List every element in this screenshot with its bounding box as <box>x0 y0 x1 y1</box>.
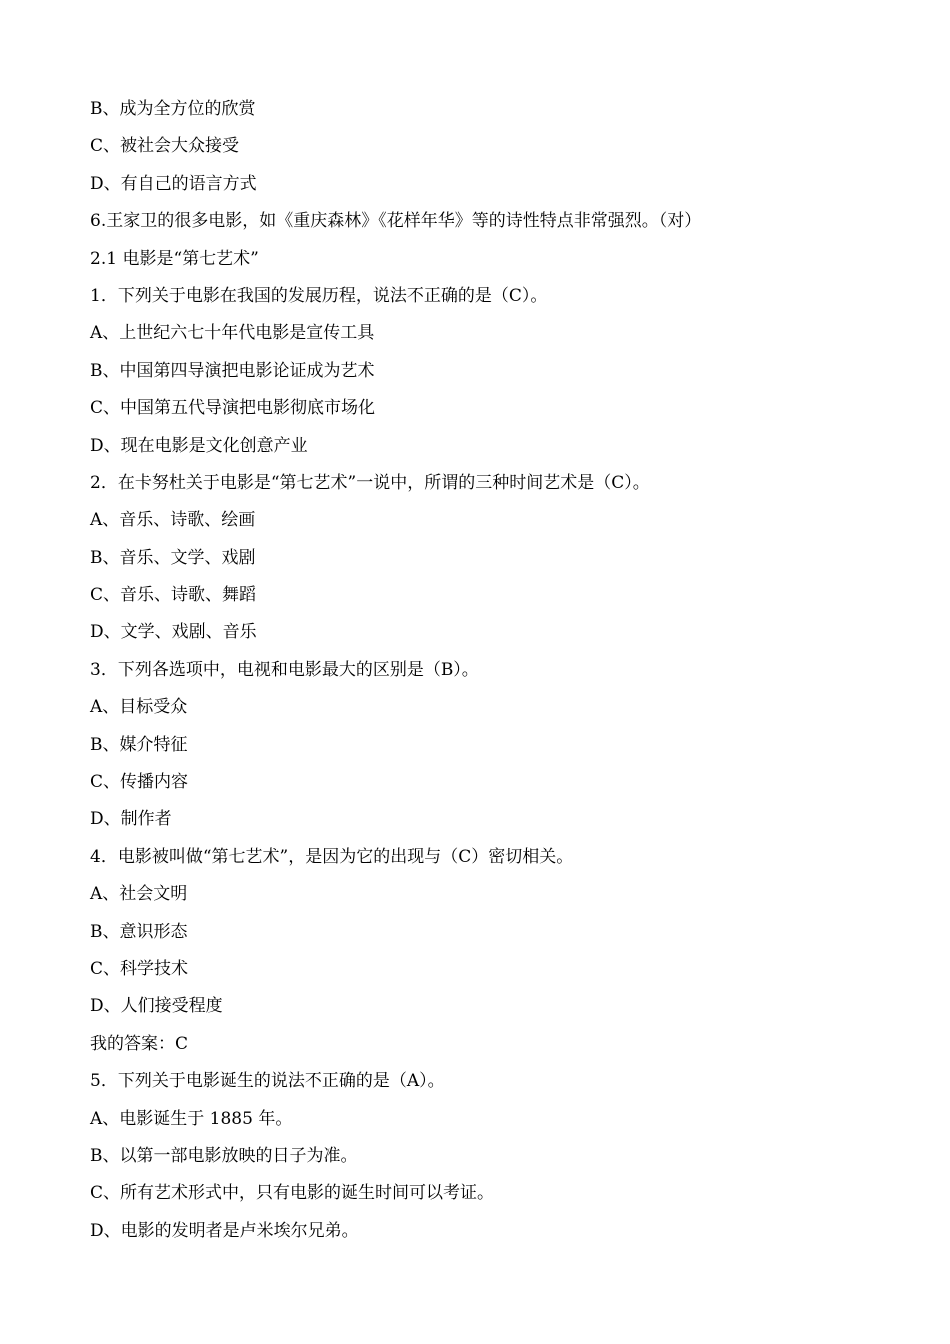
q5-option-b: B、以第一部电影放映的日子为准。 <box>90 1145 358 1166</box>
my-answer: 我的答案：C <box>90 1033 189 1054</box>
option-c-accepted-by-public: C、被社会大众接受 <box>90 136 240 157</box>
option-b-full-appreciation: B、成为全方位的欣赏 <box>90 99 256 119</box>
q2-option-b: B、音乐、文学、戏剧 <box>90 547 256 568</box>
q3-option-d: D、制作者 <box>90 809 172 830</box>
q5-option-c: C、所有艺术形式中，只有电影的诞生时间可以考证。 <box>90 1183 495 1204</box>
q3-option-a: A、目标受众 <box>90 697 188 718</box>
q1-option-b: B、中国第四导演把电影论证成为艺术 <box>90 360 375 381</box>
q5-option-d: D、电影的发明者是卢米埃尔兄弟。 <box>90 1220 359 1241</box>
q4-option-c: C、科学技术 <box>90 958 189 979</box>
q1-option-c: C、中国第五代导演把电影彻底市场化 <box>90 398 376 419</box>
q4-option-a: A、社会文明 <box>90 884 188 905</box>
q3-option-b: B、媒介特征 <box>90 734 188 755</box>
question-1-film-history-china: 1．下列关于电影在我国的发展历程，说法不正确的是（C）。 <box>90 285 548 306</box>
q4-option-b: B、意识形态 <box>90 921 188 942</box>
q2-option-c: C、音乐、诗歌、舞蹈 <box>90 585 257 606</box>
option-d-own-language: D、有自己的语言方式 <box>90 173 257 194</box>
question-4-seventh-art-reason: 4．电影被叫做“第七艺术”，是因为它的出现与（C）密切相关。 <box>90 846 574 867</box>
q1-option-d: D、现在电影是文化创意产业 <box>90 435 308 456</box>
q5-option-a: A、电影诞生于 1885 年。 <box>90 1108 293 1129</box>
section-heading-seventh-art: 2.1 电影是“第七艺术” <box>90 248 259 269</box>
document-page <box>90 91 890 1250</box>
q1-option-a: A、上世纪六七十年代电影是宣传工具 <box>90 323 375 344</box>
question-6-wong-kar-wai: 6.王家卫的很多电影，如《重庆森林》《花样年华》等的诗性特点非常强烈。（对） <box>90 211 702 232</box>
q2-option-a: A、音乐、诗歌、绘画 <box>90 510 256 531</box>
q2-option-d: D、文学、戏剧、音乐 <box>90 622 257 643</box>
question-3-tv-vs-film: 3．下列各选项中，电视和电影最大的区别是（B）。 <box>90 659 479 680</box>
question-2-canudo-time-arts: 2．在卡努杜关于电影是“第七艺术”一说中，所谓的三种时间艺术是（C）。 <box>90 472 650 493</box>
q4-option-d: D、人们接受程度 <box>90 996 223 1017</box>
q3-option-c: C、传播内容 <box>90 772 189 793</box>
question-5-film-birth: 5．下列关于电影诞生的说法不正确的是（A）。 <box>90 1071 445 1092</box>
